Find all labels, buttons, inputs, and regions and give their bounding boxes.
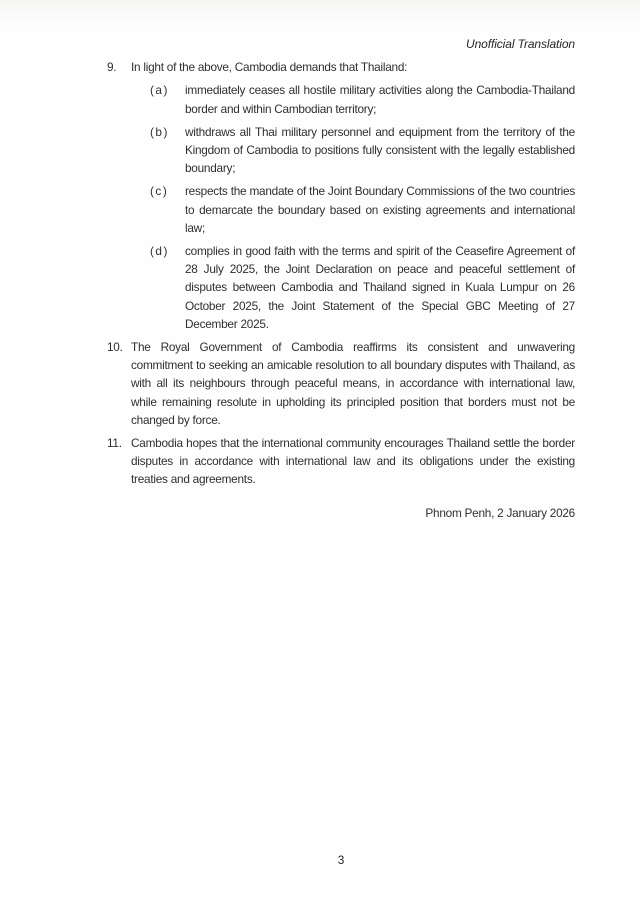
sub-item-a <box>150 81 575 117</box>
sub-item-text: respects the mandate of the Joint Boundary Commissions of the two countries to demarcate the boundary based on existing agreements and international law; <box>185 184 575 235</box>
item-text: The Royal Government of Cambodia reaffirms its consistent and unwavering commitment to seeking an amicable resolution to all boundary disputes with Thailand, as with all its neighbours through peaceful means, in accordance with international law, while remaining resolute in upholding its principled position that borders must not be changed by force. <box>131 340 575 427</box>
item-marker: 10. <box>107 340 123 355</box>
dateline: Phnom Penh, 2 January 2026 <box>425 505 575 520</box>
item-marker: 11. <box>107 436 122 451</box>
scan-shading <box>0 0 640 30</box>
sub-item-text: withdraws all Thai military personnel and equipment from the territory of the Kingdom of Cambodia to positions fully consistent with the legally established boundary; <box>185 124 575 176</box>
item-text: Cambodia hopes that the international community encourages Thailand settle the border disputes in accordance with international law and its obligations under the existing treaties and agreements. <box>131 436 575 487</box>
sub-item-text: complies in good faith with the terms and spirit of the Ceasefire Agreement of 28 July 2025, the Joint Declaration on peace and peaceful settlement of disputes between Cambodia and Thailand signed in Kuala Lumpur on 26 October 2025, the Joint Statement of the Special GBC Meeting of 27 December 2025. <box>185 244 575 331</box>
page-number: 3 <box>337 853 345 867</box>
sub-item-marker: (c) <box>150 184 169 199</box>
sub-list <box>150 81 575 333</box>
sub-item-b <box>150 123 575 178</box>
list-item-10 <box>107 338 575 429</box>
sub-item-d <box>150 242 575 333</box>
sub-item-marker: (b) <box>150 124 169 139</box>
list-item-11 <box>107 434 575 489</box>
page-content <box>107 35 575 522</box>
item-text: In light of the above, Cambodia demands that Thailand: <box>131 60 408 75</box>
item-marker: 9. <box>107 60 117 75</box>
header-note: Unofficial Translation <box>466 37 575 51</box>
sub-item-text: immediately ceases all hostile military activities along the Cambodia-Thailand border and within Cambodian territory; <box>185 83 575 116</box>
sub-item-c <box>150 182 575 237</box>
list-item-9 <box>107 58 575 76</box>
sub-item-marker: (a) <box>150 83 169 98</box>
sub-item-marker: (d) <box>150 244 169 259</box>
